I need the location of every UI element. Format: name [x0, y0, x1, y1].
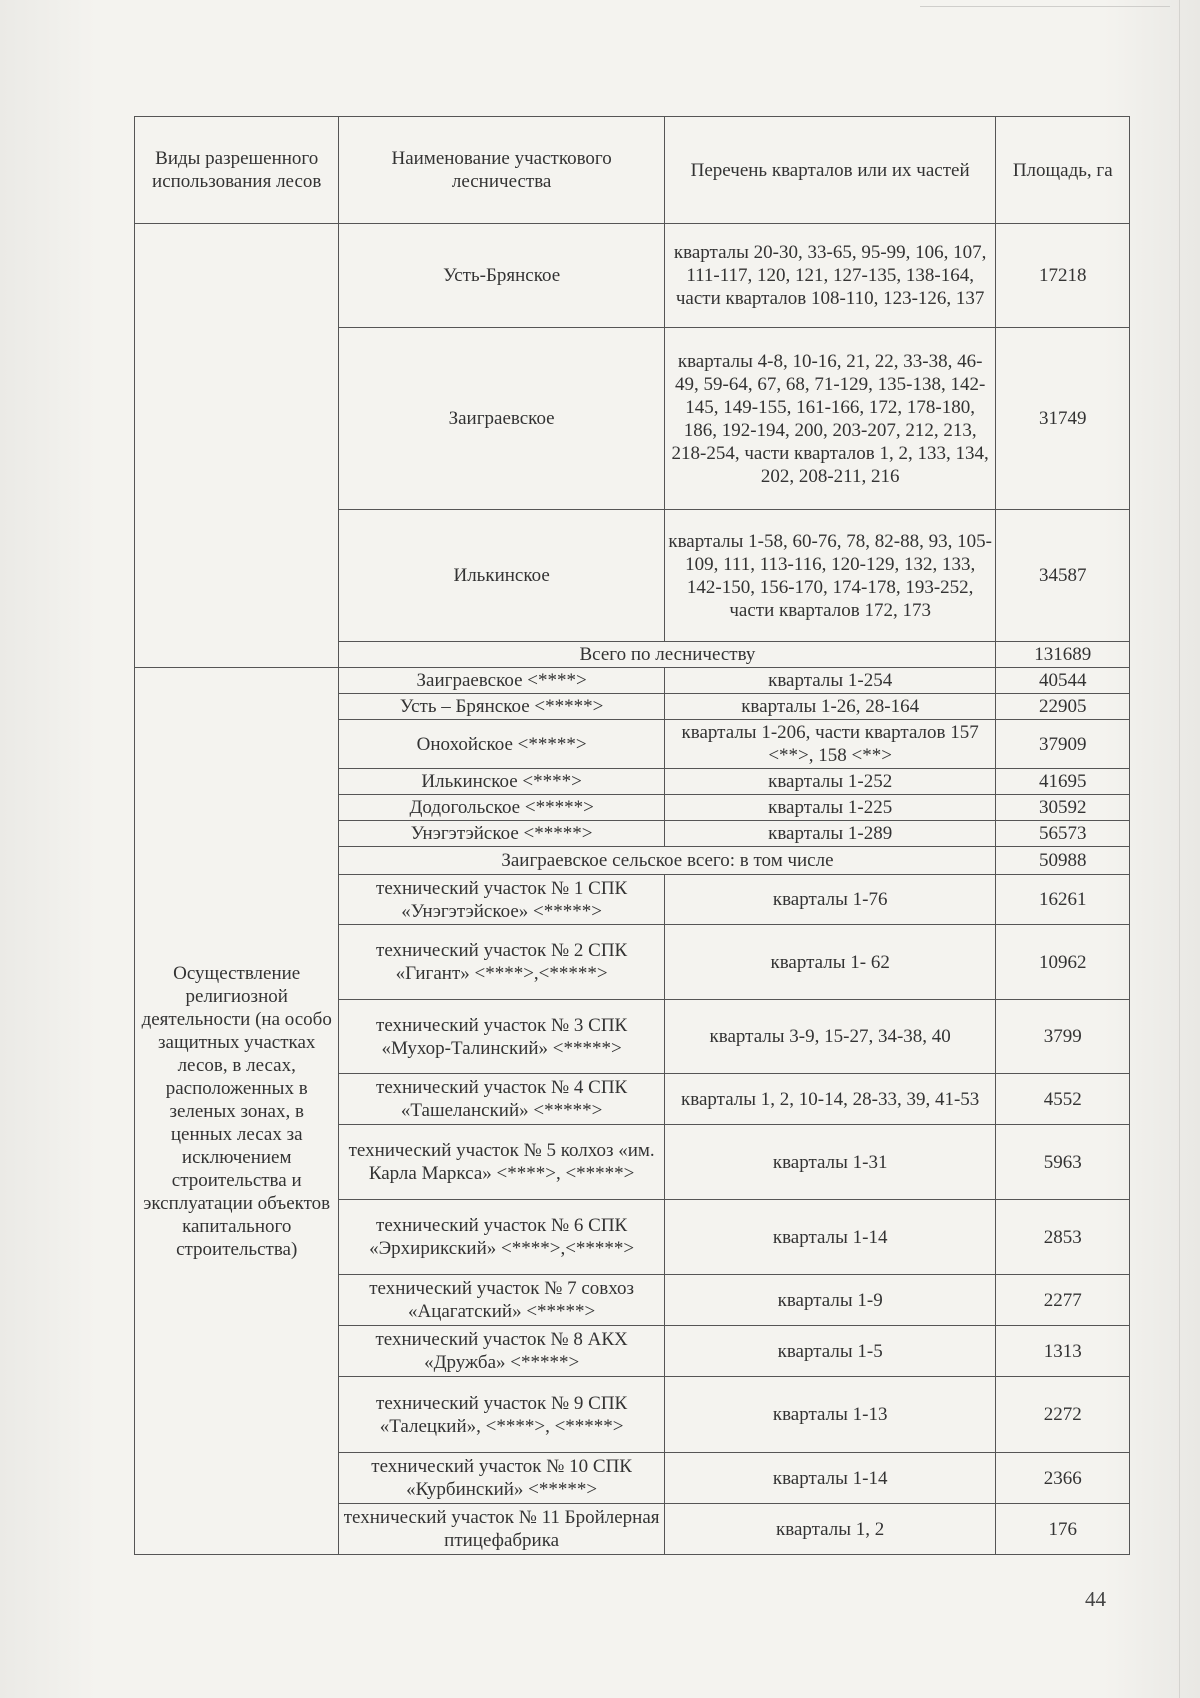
area-value: 1313	[996, 1326, 1130, 1377]
tech-site-name: технический участок № 10 СПК «Курбинский» <*****>	[339, 1453, 664, 1504]
area-value: 10962	[996, 925, 1130, 1000]
table-header-row	[135, 117, 1130, 224]
area-value: 2853	[996, 1200, 1130, 1275]
area-value: 2277	[996, 1275, 1130, 1326]
category-cell: Осуществление религиозной деятельности (на особо защитных участках лесов, в лесах, расположенных в зеленых зонах, в ценных лесах за исключением строительства и эксплуатации объектов капитального строительства)	[135, 668, 339, 1555]
tech-site-name: технический участок № 2 СПК «Гигант» <****>,<*****>	[339, 925, 664, 1000]
area-value: 4552	[996, 1074, 1130, 1125]
subtotal-area: 50988	[996, 847, 1130, 875]
forestry-name: Илькинское <****>	[339, 769, 664, 795]
forestry-name: Заиграевское	[339, 328, 664, 510]
tech-site-name: технический участок № 3 СПК «Мухор-Талинский» <*****>	[339, 1000, 664, 1074]
area-value: 37909	[996, 720, 1130, 769]
forestry-name: Заиграевское <****>	[339, 668, 664, 694]
area-value: 40544	[996, 668, 1130, 694]
area-value: 17218	[996, 224, 1130, 328]
tech-site-name: технический участок № 9 СПК «Талецкий», <****>, <*****>	[339, 1377, 664, 1453]
forestry-name: Унэгэтэйское <*****>	[339, 821, 664, 847]
quarters-list: кварталы 1-13	[664, 1377, 996, 1453]
quarters-list: кварталы 1-5	[664, 1326, 996, 1377]
total-area: 131689	[996, 642, 1130, 668]
area-value: 30592	[996, 795, 1130, 821]
quarters-list: кварталы 1-14	[664, 1453, 996, 1504]
category-cell-empty	[135, 224, 339, 668]
forestry-name: Онохойское <*****>	[339, 720, 664, 769]
area-value: 41695	[996, 769, 1130, 795]
tech-site-name: технический участок № 5 колхоз «им. Карла Маркса» <****>, <*****>	[339, 1125, 664, 1200]
subtotal-label: Заиграевское сельское всего: в том числе	[339, 847, 996, 875]
page-number: 44	[1085, 1587, 1106, 1611]
quarters-list: кварталы 1-252	[664, 769, 996, 795]
tech-site-name: технический участок № 1 СПК «Унэгэтэйское» <*****>	[339, 875, 664, 925]
area-value: 3799	[996, 1000, 1130, 1074]
quarters-list: кварталы 1-26, 28-164	[664, 694, 996, 720]
area-value: 2366	[996, 1453, 1130, 1504]
area-value: 31749	[996, 328, 1130, 510]
total-label: Всего по лесничеству	[339, 642, 996, 668]
scan-top-line	[920, 6, 1170, 7]
header-quarters: Перечень кварталов или их частей	[664, 117, 996, 224]
area-value: 2272	[996, 1377, 1130, 1453]
quarters-list: кварталы 1-289	[664, 821, 996, 847]
header-use-type: Виды разрешенного использования лесов	[135, 117, 339, 224]
quarters-list: кварталы 1-206, части кварталов 157 <**>, 158 <**>	[664, 720, 996, 769]
header-area: Площадь, га	[996, 117, 1130, 224]
quarters-list: кварталы 20-30, 33-65, 95-99, 106, 107, 111-117, 120, 121, 127-135, 138-164, части кварталов 108-110, 123-126, 137	[664, 224, 996, 328]
forest-use-table	[134, 116, 1130, 1555]
area-value: 16261	[996, 875, 1130, 925]
quarters-list: кварталы 1- 62	[664, 925, 996, 1000]
area-value: 56573	[996, 821, 1130, 847]
quarters-list: кварталы 1-58, 60-76, 78, 82-88, 93, 105-109, 111, 113-116, 120-129, 132, 133, 142-150, 156-170, 174-178, 193-252, части кварталов 172, 173	[664, 510, 996, 642]
table-row	[135, 224, 1130, 328]
tech-site-name: технический участок № 4 СПК «Ташеланский» <*****>	[339, 1074, 664, 1125]
area-value: 34587	[996, 510, 1130, 642]
header-forestry-name: Наименование участкового лесничества	[339, 117, 664, 224]
tech-site-name: технический участок № 8 АКХ «Дружба» <*****>	[339, 1326, 664, 1377]
forestry-name: Усть – Брянское <*****>	[339, 694, 664, 720]
quarters-list: кварталы 1-225	[664, 795, 996, 821]
quarters-list: кварталы 1, 2, 10-14, 28-33, 39, 41-53	[664, 1074, 996, 1125]
quarters-list: кварталы 1, 2	[664, 1504, 996, 1555]
quarters-list: кварталы 1-76	[664, 875, 996, 925]
area-value: 176	[996, 1504, 1130, 1555]
table-row	[135, 668, 1130, 694]
quarters-list: кварталы 4-8, 10-16, 21, 22, 33-38, 46-49, 59-64, 67, 68, 71-129, 135-138, 142-145, 149-155, 161-166, 172, 178-180, 186, 192-194, 200, 203-207, 212, 213, 218-254, части кварталов 1, 2, 133, 134, 202, 208-211, 216	[664, 328, 996, 510]
quarters-list: кварталы 3-9, 15-27, 34-38, 40	[664, 1000, 996, 1074]
area-value: 22905	[996, 694, 1130, 720]
tech-site-name: технический участок № 6 СПК «Эрхирикский» <****>,<*****>	[339, 1200, 664, 1275]
forestry-name: Илькинское	[339, 510, 664, 642]
quarters-list: кварталы 1-9	[664, 1275, 996, 1326]
quarters-list: кварталы 1-31	[664, 1125, 996, 1200]
forestry-name: Усть-Брянское	[339, 224, 664, 328]
forestry-name: Додогольское <*****>	[339, 795, 664, 821]
scan-edge-line	[1179, 0, 1180, 1698]
quarters-list: кварталы 1-254	[664, 668, 996, 694]
area-value: 5963	[996, 1125, 1130, 1200]
tech-site-name: технический участок № 7 совхоз «Ацагатский» <*****>	[339, 1275, 664, 1326]
quarters-list: кварталы 1-14	[664, 1200, 996, 1275]
tech-site-name: технический участок № 11 Бройлерная птицефабрика	[339, 1504, 664, 1555]
